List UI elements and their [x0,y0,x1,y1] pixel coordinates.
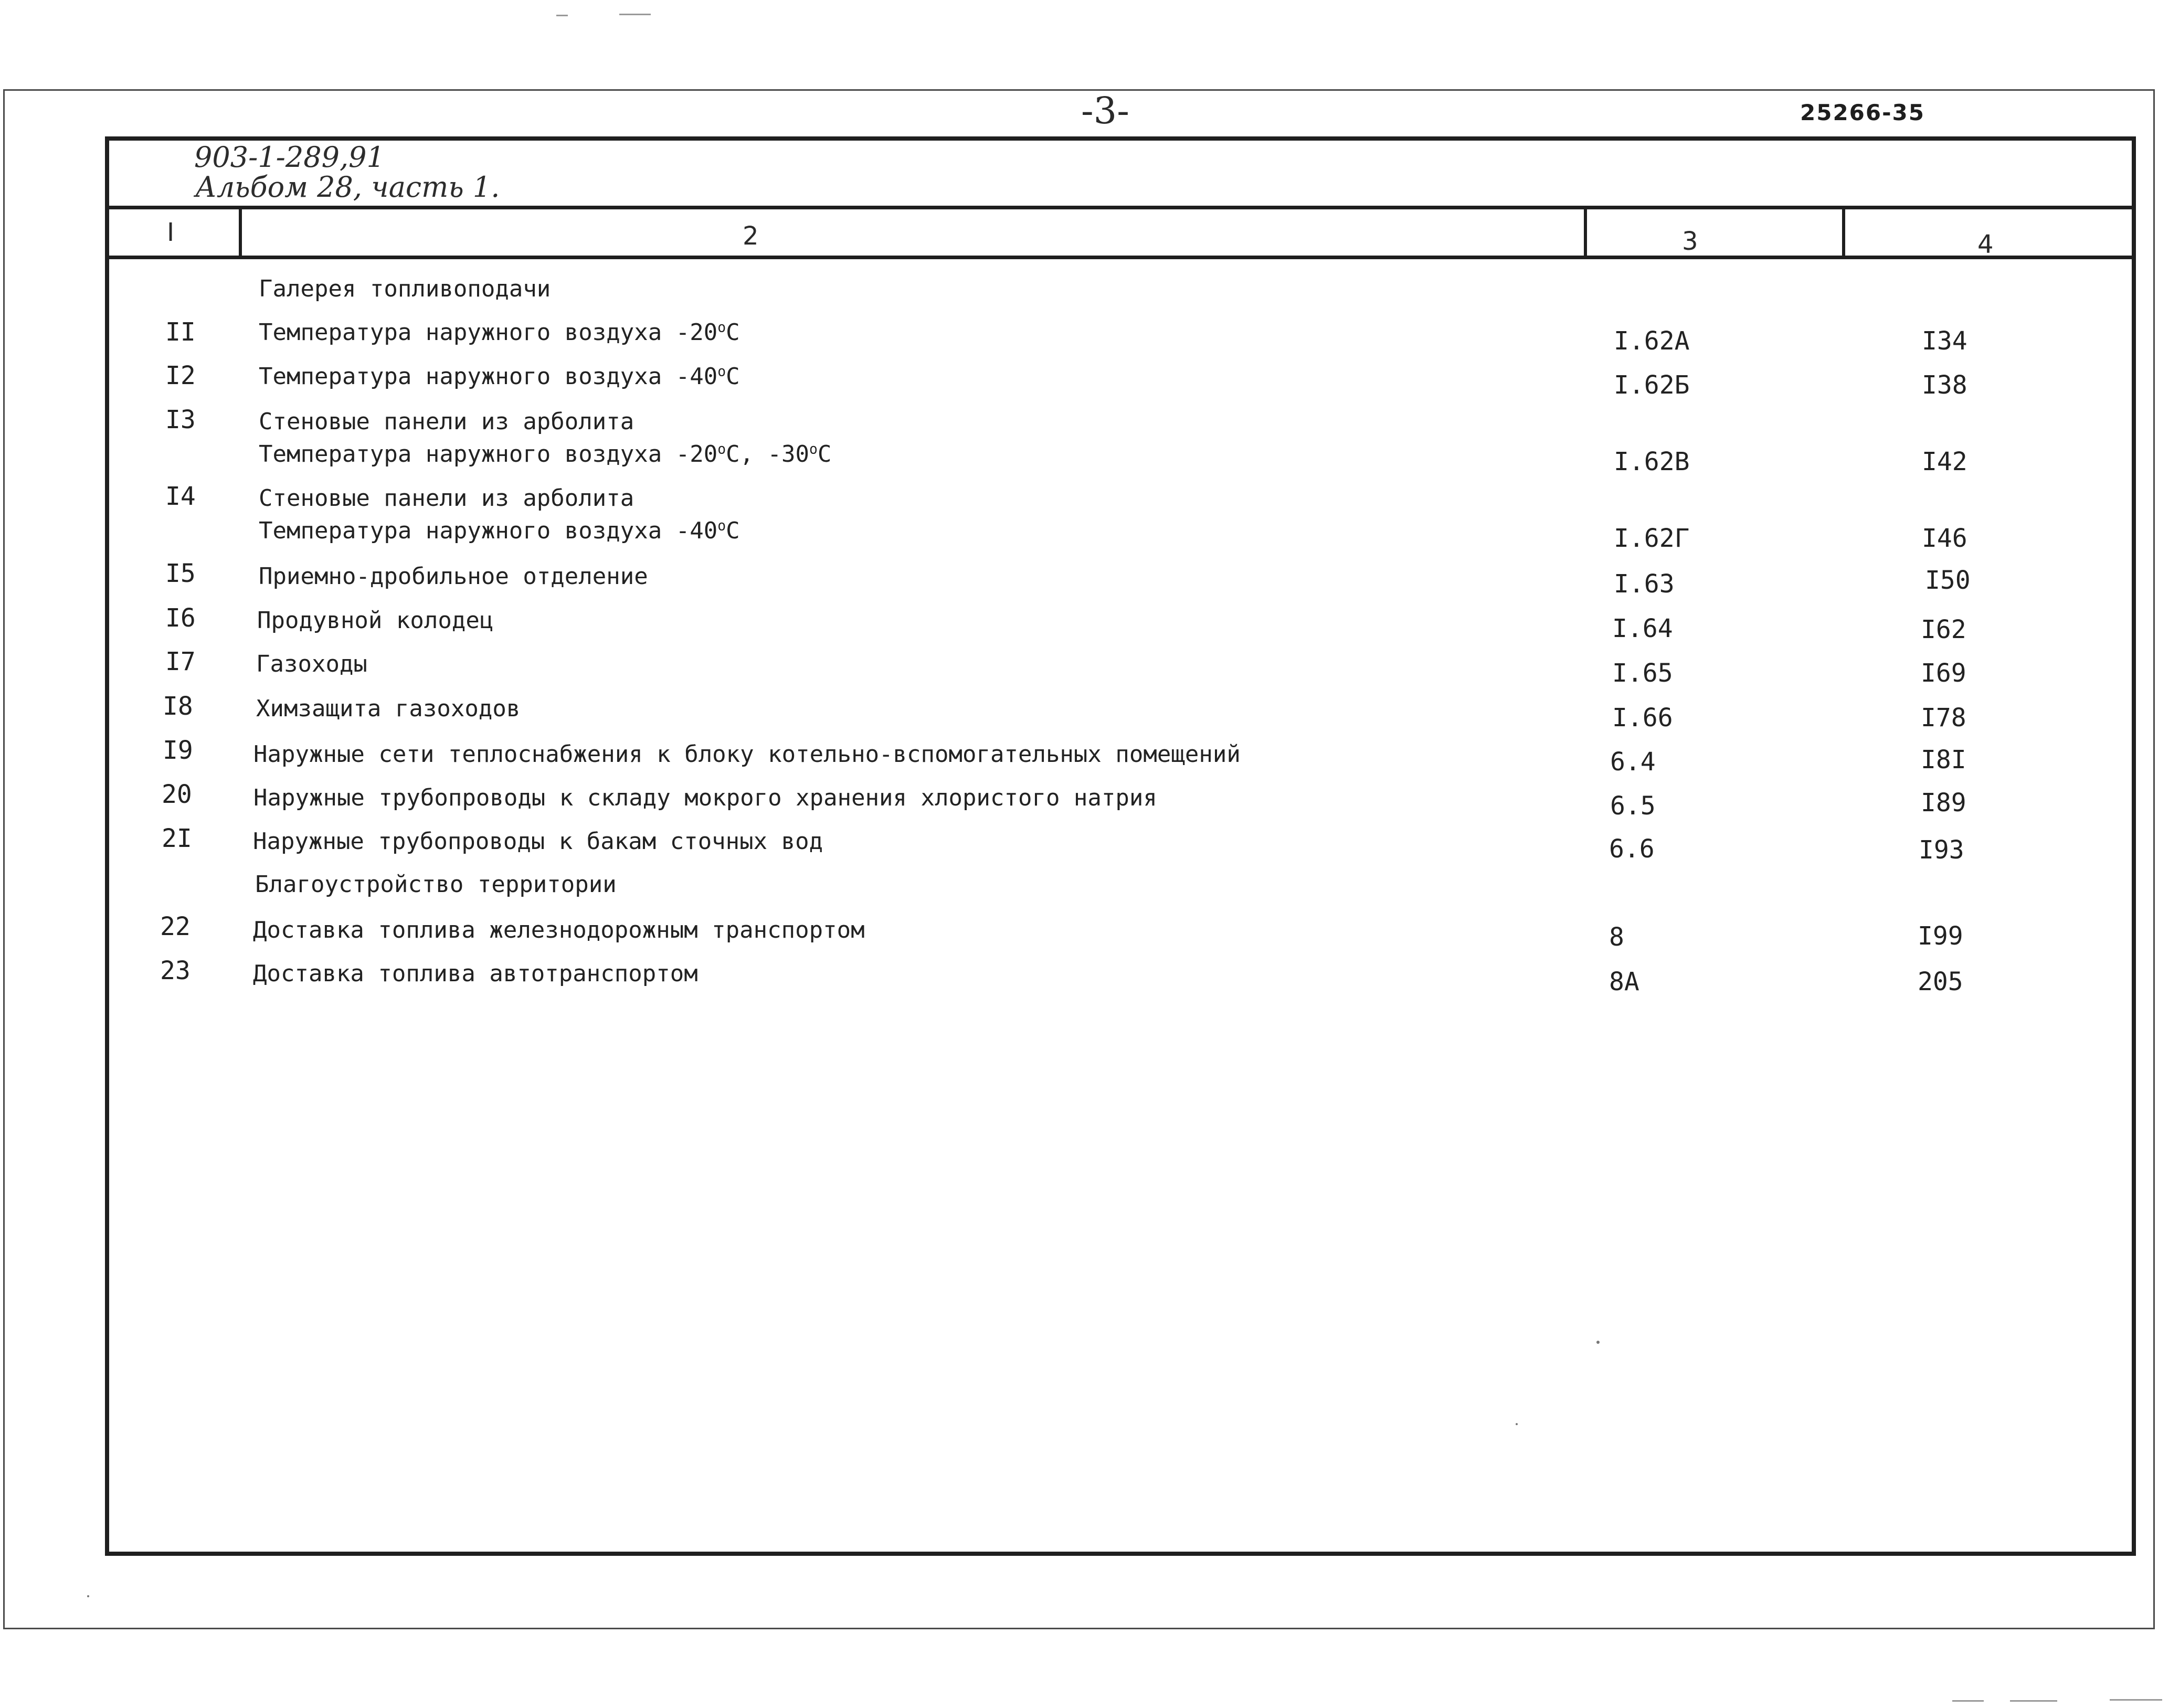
row-number: I6 [165,603,196,633]
column-header-1: I [167,218,175,247]
row-page: I46 [1922,524,1967,553]
row-page: I42 [1922,447,1967,476]
column-header-2: 2 [743,221,759,251]
row-code: 8A [1609,967,1639,996]
row-number: I7 [165,647,196,676]
row-code: I.62Б [1614,370,1690,400]
row-subtitle [259,517,740,544]
column-divider-2 [1584,207,1587,257]
row-page: I89 [1921,788,1966,818]
scan-speck [1596,1341,1600,1344]
page-number: -3- [1081,89,1129,132]
row-title: Приемно-дробильное отделение [259,563,648,590]
row-number: 22 [160,912,191,941]
row-code: 8 [1609,922,1624,952]
row-code: I.62A [1614,326,1690,356]
degree-sign: o [717,319,726,336]
scan-mark [556,15,568,16]
scan-speck [87,1595,89,1597]
row-subtitle [259,441,831,468]
row-title: Доставка топлива автотранспортом [253,960,698,987]
row-number: 23 [160,956,191,985]
scan-speck [1516,1423,1518,1425]
column-divider-1 [239,207,242,257]
row-code: I.66 [1612,703,1673,733]
row-number: I2 [165,361,196,390]
row-title: Продувной колодец [257,607,494,634]
unit-text: C [726,517,740,544]
unit-text: C, -30 [726,441,810,468]
scan-mark [619,14,651,15]
row-code: I.65 [1612,659,1673,688]
row-title-text: Температура наружного воздуха -40 [259,363,718,390]
row-subtitle-text: Температура наружного воздуха -20 [259,441,718,468]
row-code: I.62B [1614,447,1690,476]
row-page: I78 [1921,703,1966,733]
column-divider-3 [1842,207,1845,257]
row-title: Наружные трубопроводы к складу мокрого хранения хлористого натрия [253,784,1157,811]
unit-text: C [817,441,832,468]
row-title: Наружные трубопроводы к бакам сточных вод [253,828,823,855]
column-header-divider [105,256,2136,259]
row-title: Химзащита газоходов [256,695,521,722]
row-subtitle-text: Температура наружного воздуха -40 [259,517,718,544]
row-page: I99 [1918,921,1963,951]
row-number: I4 [165,482,196,511]
handwritten-album-note: Альбом 28, часть 1. [195,171,500,204]
row-title: Стеновые панели из арболита [259,408,634,435]
row-code: 6.6 [1609,834,1655,864]
row-page: I93 [1919,835,1964,865]
row-code: I.64 [1612,614,1673,643]
row-number: I5 [165,559,196,588]
degree-sign: o [717,363,726,380]
row-code: 6.5 [1610,791,1656,821]
row-code: I.62Г [1614,524,1690,553]
row-number: 2I [162,824,192,853]
section-heading-landscaping: Благоустройство территории [255,871,617,898]
degree-sign: o [717,441,726,458]
scan-mark [1952,1700,1984,1702]
row-page: I8I [1921,745,1966,775]
header-divider [105,206,2136,209]
row-page: I38 [1922,370,1967,400]
row-title: Наружные сети теплоснабжения к блоку котельно-вспомогательных помещений [253,741,1241,768]
row-number: II [165,317,196,347]
row-number: 20 [162,780,192,809]
scan-mark [2110,1699,2162,1701]
row-title: Газоходы [256,651,367,677]
column-header-3: 3 [1682,227,1698,256]
row-title: Стеновые панели из арболита [259,485,634,512]
row-page: I50 [1925,566,1971,595]
row-number: I3 [165,405,196,434]
row-title-text: Температура наружного воздуха -20 [259,319,718,346]
column-header-4: 4 [1977,230,1994,259]
row-title: Доставка топлива железнодорожным транспортом [253,917,865,943]
row-title [259,319,740,346]
document-code: 25266-35 [1800,100,1925,125]
row-page: I69 [1921,659,1966,688]
degree-sign: o [809,441,818,458]
degree-sign: o [717,517,726,534]
unit-text: C [726,363,740,390]
row-number: I9 [163,736,193,765]
handwritten-project-number: 903-1-289,91 [194,141,385,174]
row-code: I.63 [1614,569,1675,599]
scan-mark [2010,1700,2057,1702]
row-code: 6.4 [1610,747,1656,777]
row-page: I62 [1921,615,1966,644]
section-heading-gallery: Галерея топливоподачи [259,275,551,302]
row-page: I34 [1922,326,1967,356]
unit-text: C [726,319,740,346]
row-number: I8 [163,692,193,721]
row-page: 205 [1918,967,1963,996]
row-title [259,363,740,390]
